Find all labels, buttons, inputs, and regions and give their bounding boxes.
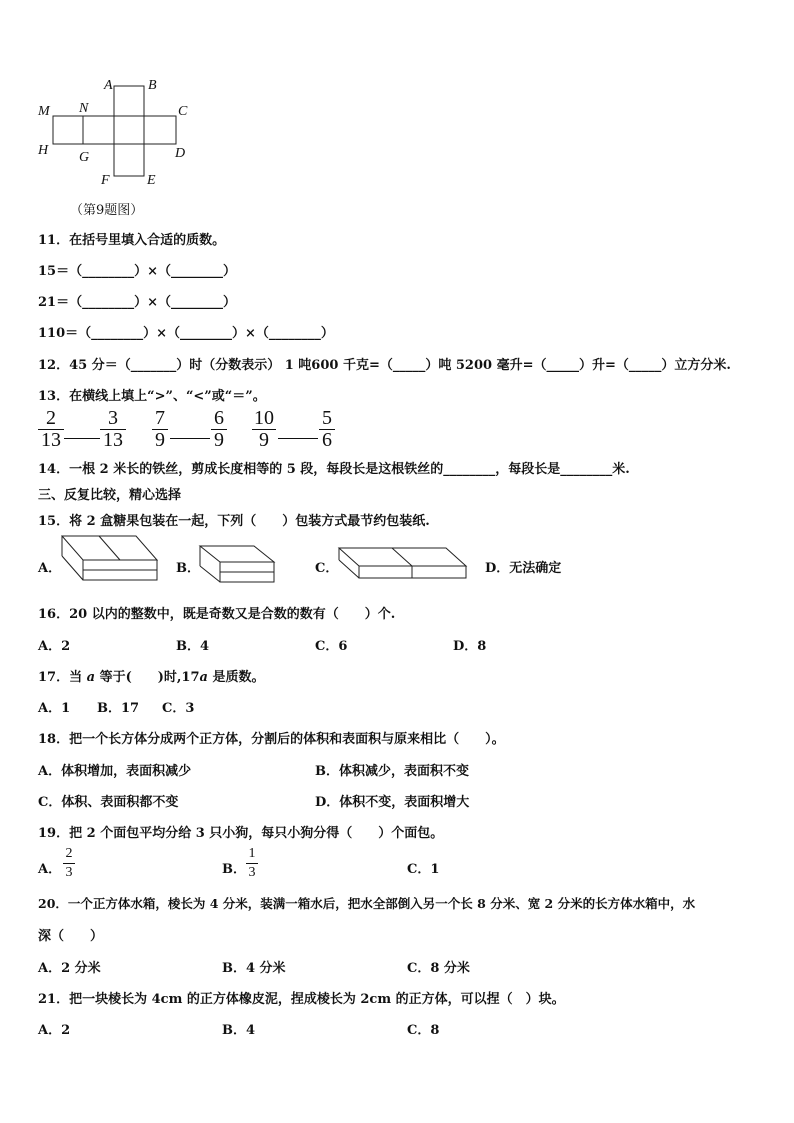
question-17: [38, 666, 264, 685]
q19-option-c[interactable]: C．1: [407, 862, 440, 877]
question-14: 14．一根 2 米长的铁丝，剪成长度相等的 5 段，每段长是这根铁丝的________，每段长是________米.: [38, 462, 630, 477]
fraction-5-6: 5 6: [319, 409, 335, 450]
q16-option-d[interactable]: D．8: [453, 639, 487, 654]
fraction-6-9: 6 9: [211, 409, 227, 450]
label-d: D: [175, 146, 186, 161]
q17-variable-a: a: [86, 670, 96, 685]
q16-option-c[interactable]: C．6: [315, 639, 348, 654]
q17-variable-b: a: [199, 670, 208, 685]
q15-option-b[interactable]: B．: [176, 561, 200, 576]
q16-option-a[interactable]: A．2: [38, 639, 71, 654]
label-e: E: [147, 173, 156, 188]
q15-option-d[interactable]: D．无法确定: [485, 561, 562, 576]
q17-text-b: 等于( )时,17: [95, 670, 200, 685]
label-h: H: [38, 143, 49, 158]
q17-option-c[interactable]: C．3: [162, 701, 195, 716]
q19-option-b-label[interactable]: B．: [222, 862, 246, 877]
figure-caption: （第9题图）: [70, 203, 144, 218]
fraction-3-13: 3 13: [100, 409, 126, 450]
label-a: A: [104, 78, 113, 93]
question-11-title: 11．在括号里填入合适的质数。: [38, 233, 226, 248]
q21-option-c[interactable]: C．8: [407, 1023, 440, 1038]
q18-option-c[interactable]: C．体积、表面积都不变: [38, 795, 179, 810]
label-b: B: [148, 78, 157, 93]
q15-option-a[interactable]: A．: [38, 561, 62, 576]
q21-option-b[interactable]: B．4: [222, 1023, 256, 1038]
label-f: F: [101, 173, 110, 188]
label-c: C: [178, 104, 188, 119]
fraction-7-9: 7 9: [152, 409, 168, 450]
fraction-2-13: 2 13: [38, 409, 64, 450]
question-21: 21．把一块棱长为 4cm 的正方体橡皮泥，捏成棱长为 2cm 的正方体，可以捏（ ）块。: [38, 992, 565, 1007]
question-11-line-1: 15＝（________）×（________）: [38, 264, 236, 279]
q21-option-a[interactable]: A．2: [38, 1023, 71, 1038]
label-n: N: [79, 101, 89, 116]
question-13-title: 13．在横线上填上“>”、“<”或“＝”。: [38, 389, 266, 404]
question-19: 19．把 2 个面包平均分给 3 只小狗，每只小狗分得（ ）个面包。: [38, 826, 444, 841]
q19-option-a-fraction: 2 3: [63, 846, 75, 881]
q16-option-b[interactable]: B．4: [176, 639, 210, 654]
question-18: 18．把一个长方体分成两个正方体，分割后的体积和表面积与原来相比（ ）。: [38, 732, 505, 747]
q18-option-b[interactable]: B．体积减少，表面积不变: [315, 764, 469, 779]
q20-option-b[interactable]: B．4 分米: [222, 961, 286, 976]
q20-option-a[interactable]: A．2 分米: [38, 961, 101, 976]
q17-text-c: 是质数。: [207, 670, 265, 685]
q18-option-a[interactable]: A．体积增加，表面积减少: [38, 764, 192, 779]
q19-option-a-label[interactable]: A．: [38, 862, 62, 877]
question-12: 12．45 分＝（_______）时（分数表示） 1 吨600 千克=（_____）吨 5200 毫升=（_____）升=（_____）立方分米.: [38, 358, 731, 373]
question-11-line-3: 110＝（________）×（________）×（________）: [38, 326, 334, 341]
q18-option-d[interactable]: D．体积不变，表面积增大: [315, 795, 470, 810]
q15-option-c[interactable]: C．: [315, 561, 339, 576]
question-11-line-2: 21＝（________）×（________）: [38, 295, 236, 310]
q17-option-a[interactable]: A．1: [38, 701, 71, 716]
question-20-line-2: 深（ ）: [38, 929, 104, 944]
q17-option-b[interactable]: B．17: [97, 701, 140, 716]
q17-text-a: 17．当: [38, 670, 87, 685]
label-m: M: [38, 104, 50, 119]
question-20-line-1: 20．一个正方体水箱，棱长为 4 分米，装满一箱水后，把水全部倒入另一个长 8 分米、宽 2 分米的长方体水箱中，水: [38, 896, 696, 911]
question-16: 16．20 以内的整数中，既是奇数又是合数的数有（ ）个.: [38, 607, 396, 622]
q19-option-b-fraction: 1 3: [246, 846, 258, 881]
question-15: 15．将 2 盒糖果包装在一起，下列（ ）包装方式最节约包装纸.: [38, 514, 430, 529]
label-g: G: [79, 150, 90, 165]
section-3-title: 三、反复比较，精心选择: [38, 488, 182, 503]
q20-option-c[interactable]: C．8 分米: [407, 961, 470, 976]
fraction-10-9: 10 9: [254, 407, 274, 451]
